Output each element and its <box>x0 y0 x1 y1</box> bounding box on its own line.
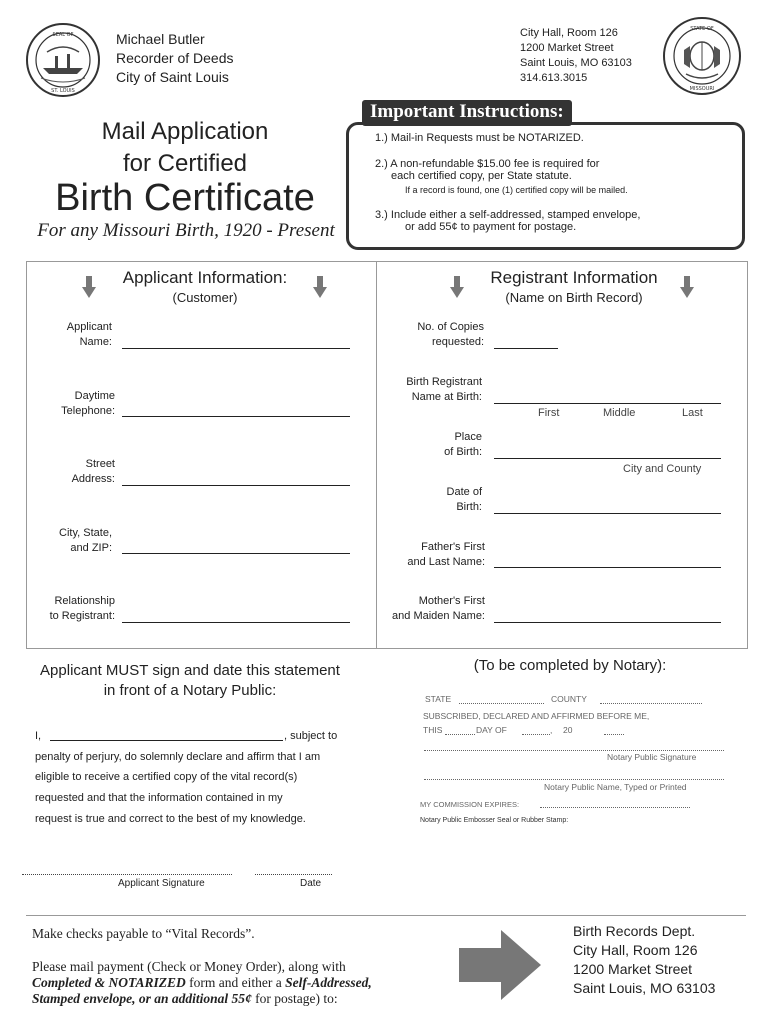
copies-label <box>382 320 484 350</box>
mailing-address-line: City Hall, Room 126 <box>573 942 698 958</box>
title-line-2: for Certified <box>122 150 248 177</box>
date-of-birth-field[interactable] <box>494 513 721 514</box>
svg-text:MISSOURI: MISSOURI <box>689 86 715 92</box>
daytime-phone-label <box>30 389 115 419</box>
statement-line-3: eligible to receive a certified copy of the vital record(s) <box>35 771 298 783</box>
date-label: Date <box>300 878 322 889</box>
notary-day-of-label: DAY OF <box>476 725 507 735</box>
page-subtitle: For any Missouri Birth, 1920 - Present <box>37 220 335 241</box>
instruction-3b: or add 55¢ to payment for postage. <box>405 221 577 233</box>
label-line: Birth Registrant <box>406 376 482 388</box>
mailing-emphasis: Completed & NOTARIZED <box>32 975 186 990</box>
label-line: of Birth: <box>444 446 482 458</box>
label-line: Telephone: <box>61 405 115 417</box>
recorder-title: Recorder of Deeds <box>116 50 234 66</box>
applicant-declaration-name-field[interactable] <box>50 740 283 741</box>
label-line: Applicant <box>66 321 112 333</box>
mailing-address <box>573 922 715 998</box>
place-of-birth-label <box>382 430 482 460</box>
notary-this-label: THIS <box>423 725 443 735</box>
mailing-line-4 <box>32 991 412 1007</box>
statement-heading-line: in front of a Notary Public: <box>103 682 277 699</box>
mailing-line-3 <box>32 975 412 991</box>
office-address <box>520 26 632 86</box>
label-line: Mother's First <box>418 595 485 607</box>
registrant-section-subtitle: (Name on Birth Record) <box>505 290 643 305</box>
mailing-emphasis: Self-Addressed, <box>285 975 372 990</box>
notary-name-label: Notary Public Name, Typed or Printed <box>544 782 687 792</box>
notary-name-field[interactable] <box>424 779 724 780</box>
label-line: and ZIP: <box>70 542 112 554</box>
svg-text:ST. LOUIS: ST. LOUIS <box>51 88 75 94</box>
street-address-label <box>30 457 115 487</box>
mailing-address-line: 1200 Market Street <box>573 961 693 977</box>
relationship-label <box>30 594 115 624</box>
city-county-sublabel: City and County <box>623 463 702 475</box>
statement-heading <box>30 661 350 701</box>
city-state-zip-field[interactable] <box>122 553 350 554</box>
applicant-date-field[interactable] <box>255 874 332 875</box>
notary-year-field[interactable] <box>604 734 624 735</box>
label-line: Birth: <box>456 501 482 513</box>
recorder-name: Michael Butler <box>116 31 205 47</box>
arrow-down-icon <box>680 276 694 298</box>
street-address-field[interactable] <box>122 485 350 486</box>
date-of-birth-label <box>382 485 482 515</box>
notary-month-field[interactable] <box>522 734 550 735</box>
last-name-sublabel: Last <box>682 407 703 419</box>
statement-i: I, <box>35 730 42 742</box>
applicant-signature-field[interactable] <box>22 874 232 875</box>
registrant-section-title: Registrant Information <box>490 268 658 287</box>
mailing-text: form and either a <box>185 975 286 990</box>
notary-comma: , <box>550 725 553 735</box>
instruction-1: 1.) Mail-in Requests must be NOTARIZED. <box>375 132 584 144</box>
statement-line-5: request is true and correct to the best of my knowledge. <box>35 813 306 825</box>
city-seal-logo <box>25 22 101 98</box>
instructions-heading: Important Instructions: <box>362 100 572 126</box>
notary-county-label: COUNTY <box>551 694 587 704</box>
notary-county-field[interactable] <box>600 703 702 704</box>
notary-commission-label: MY COMMISSION EXPIRES: <box>420 800 520 809</box>
instruction-2b: each certified copy, per State statute. <box>391 170 572 182</box>
mother-name-field[interactable] <box>494 622 721 623</box>
arrow-down-icon <box>450 276 464 298</box>
mailing-text: for postage) to: <box>251 991 338 1006</box>
applicant-section-subtitle: (Customer) <box>172 290 238 305</box>
instruction-3a: 3.) Include either a self-addressed, stamped envelope, <box>375 209 641 221</box>
recorder-info <box>116 30 234 87</box>
page-title: Birth Certificate <box>55 177 315 219</box>
arrow-down-icon <box>313 276 327 298</box>
arrow-down-icon <box>82 276 96 298</box>
label-line: Address: <box>71 473 115 485</box>
mailing-emphasis: Stamped envelope, or an additional 55¢ <box>32 991 252 1006</box>
notary-state-field[interactable] <box>459 703 544 704</box>
address-line-1: City Hall, Room 126 <box>520 27 618 39</box>
first-name-sublabel: First <box>538 407 560 419</box>
title-line-1: Mail Application <box>101 118 269 145</box>
label-line: No. of Copies <box>417 321 484 333</box>
label-line: Relationship <box>54 595 115 607</box>
instruction-2c: If a record is found, one (1) certified copy will be mailed. <box>405 185 628 195</box>
registrant-name-field[interactable] <box>494 403 721 404</box>
statement-heading-line: Applicant MUST sign and date this statement <box>40 662 340 679</box>
instruction-2a: 2.) A non-refundable $15.00 fee is required for <box>375 158 600 170</box>
statement-subject: , subject to <box>284 730 338 742</box>
daytime-phone-field[interactable] <box>122 416 350 417</box>
statement-line-2: penalty of perjury, do solemnly declare and affirm that I am <box>35 751 321 763</box>
label-line: Street <box>85 458 115 470</box>
phone-number: 314.613.3015 <box>520 72 588 84</box>
state-seal-logo <box>662 16 742 96</box>
notary-commission-field[interactable] <box>540 807 690 808</box>
label-line: Daytime <box>74 390 115 402</box>
notary-signature-label: Notary Public Signature <box>607 752 697 762</box>
address-line-2: 1200 Market Street <box>520 42 614 54</box>
middle-name-sublabel: Middle <box>603 407 636 419</box>
notary-heading: (To be completed by Notary): <box>473 657 667 674</box>
notary-state-label: STATE <box>425 694 452 704</box>
label-line: requested: <box>432 336 484 348</box>
applicant-name-field[interactable] <box>122 348 350 349</box>
label-line: to Registrant: <box>49 610 115 622</box>
arrow-right-icon <box>459 930 541 1000</box>
city-state-zip-label <box>30 526 112 556</box>
notary-seal-label: Notary Public Embosser Seal or Rubber Stamp: <box>420 817 569 824</box>
place-of-birth-field[interactable] <box>494 458 721 459</box>
applicant-signature-label: Applicant Signature <box>118 878 205 889</box>
applicant-section-title: Applicant Information: <box>122 268 288 287</box>
label-line: City, State, <box>59 527 112 539</box>
statement-line-4: requested and that the information contained in my <box>35 792 283 804</box>
svg-text:SEAL OF: SEAL OF <box>52 32 74 38</box>
mailing-line-1: Make checks payable to “Vital Records”. <box>32 926 255 941</box>
notary-subscribed: SUBSCRIBED, DECLARED AND AFFIRMED BEFORE ME, <box>423 711 650 721</box>
label-line: Name at Birth: <box>411 391 482 403</box>
recorder-city: City of Saint Louis <box>116 69 229 85</box>
copies-field[interactable] <box>494 348 558 349</box>
mailing-address-line: Birth Records Dept. <box>573 923 696 939</box>
label-line: and Last Name: <box>407 556 485 568</box>
label-line: Place <box>454 431 482 443</box>
form-divider <box>376 261 377 649</box>
label-line: Date of <box>446 486 482 498</box>
svg-text:STATE OF: STATE OF <box>690 26 714 32</box>
relationship-field[interactable] <box>122 622 350 623</box>
mailing-instructions <box>32 926 412 1007</box>
mailing-line-2: Please mail payment (Check or Money Order), along with <box>32 959 346 974</box>
bottom-divider <box>26 915 746 916</box>
mother-name-label <box>382 594 485 624</box>
registrant-name-label <box>382 375 482 405</box>
applicant-name-label <box>30 320 112 350</box>
father-name-field[interactable] <box>494 567 721 568</box>
label-line: Name: <box>79 336 112 348</box>
address-line-3: Saint Louis, MO 63103 <box>520 57 632 69</box>
mailing-address-line: Saint Louis, MO 63103 <box>573 980 716 996</box>
father-name-label <box>382 540 485 570</box>
notary-year-prefix: 20 <box>563 725 573 735</box>
label-line: and Maiden Name: <box>392 610 485 622</box>
notary-signature-field[interactable] <box>424 750 724 751</box>
label-line: Father's First <box>421 541 485 553</box>
notary-day-field[interactable] <box>445 734 475 735</box>
